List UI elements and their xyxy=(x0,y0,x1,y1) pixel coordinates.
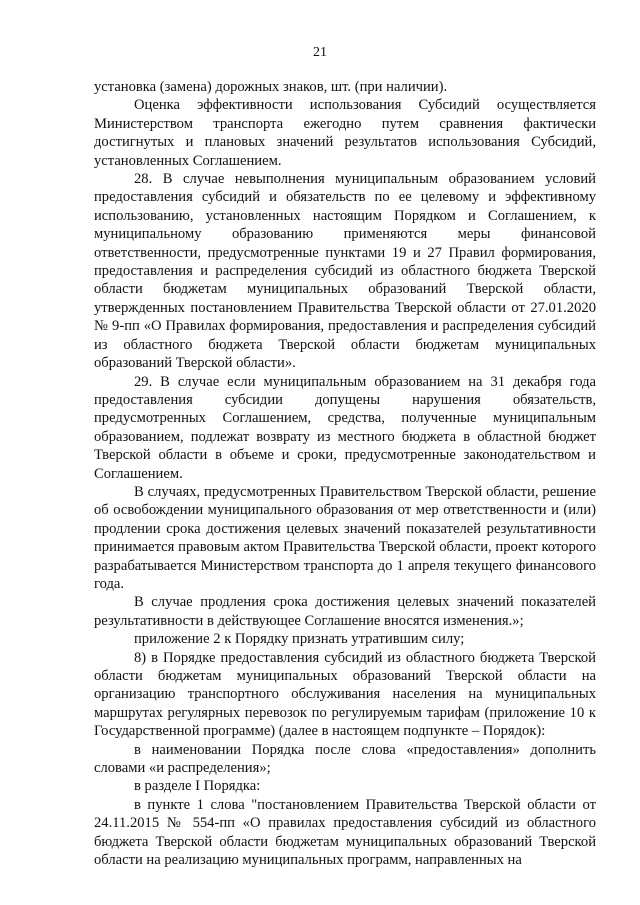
paragraph: в разделе I Порядка: xyxy=(134,778,261,795)
paragraph: в наименовании Порядка после слова «предоставления» дополнить словами «и распределения»; xyxy=(94,741,596,777)
paragraph: приложение 2 к Порядку признать утратившим силу; xyxy=(134,631,465,648)
paragraph: В случаях, предусмотренных Правительством Тверской области, решение об освобождении муниципального образования от мер ответственности и (или) продлении срока достижения целевых значений показателей результативности принимается правовым актом Правительства Тверской области, проект которого разрабатывается Министерством транспорта до 1 апреля текущего финансового года. xyxy=(94,483,596,592)
paragraph: в пункте 1 слова "постановлением Правительства Тверской области от 24.11.2015 № 554-пп «О правилах предоставления субсидий из областного бюджета Тверской области бюджетам муниципальных образований Тверской области на реализацию муниципальных программ, направленных на xyxy=(94,796,596,869)
paragraph: установка (замена) дорожных знаков, шт. (при наличии). xyxy=(94,79,448,95)
paragraph: 8) в Порядке предоставления субсидий из областного бюджета Тверской области бюджетам муниципальных образований Тверской области на организацию транспортного обслуживания населения на муниципальных маршрутах регулярных перевозок по регулируемым тарифам (приложение 10 к Государственной программе) (далее в настоящем подпункте – Порядок): xyxy=(94,649,596,740)
paragraph: Оценка эффективности использования Субсидий осуществляется Министерством транспорта ежегодно путем сравнения фактически достигнутых и плановых значений результатов использования Субсидий, установленных Соглашением. xyxy=(94,97,596,169)
page-number: 21 xyxy=(313,45,327,60)
paragraph: 28. В случае невыполнения муниципальным образованием условий предоставления субсидий и обязательств по ее целевому и эффективному использованию, установленных настоящим Порядком и Соглашением, к муниципальному образованию применяются меры финансовой ответственности, предусмотренные пунктами 19 и 27 Правил формирования, предоставления и распределения субсидий из областного бюджета Тверской области бюджетам муниципальных образований Тверской области, утвержденных постановлением Правительства Тверской области от 27.01.2020 № 9-пп «О Правилах формирования, предоставления и распределения субсидий из областного бюджета Тверской области бюджетам муниципальных образований Тверской области». xyxy=(94,171,596,372)
paragraph: 29. В случае если муниципальным образованием на 31 декабря года предоставления субсидии допущены нарушения обязательств, предусмотренных Соглашением, средства, полученные муниципальным образованием, подлежат возврату из местного бюджета в областной бюджет Тверской области в объеме и сроки, предусмотренные законодательством и Соглашением. xyxy=(94,373,596,482)
paragraph: В случае продления срока достижения целевых значений показателей результативности в действующее Соглашение вносятся изменения.»; xyxy=(94,594,596,629)
document-body xyxy=(94,78,596,869)
